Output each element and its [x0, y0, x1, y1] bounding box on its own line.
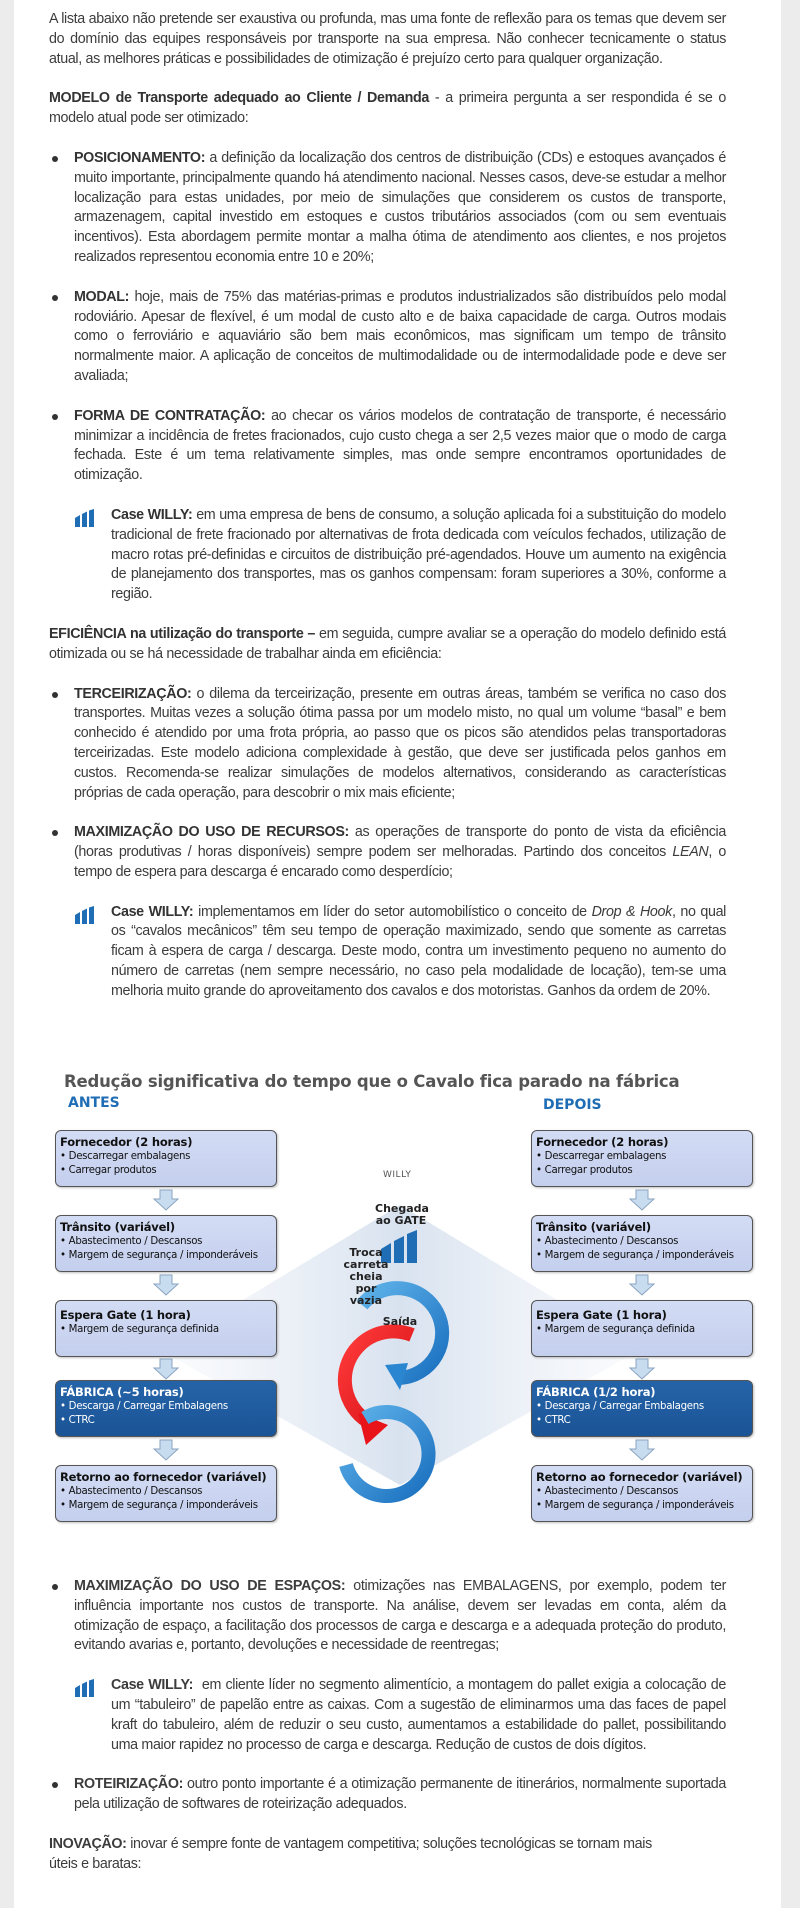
bullet-dot-icon [52, 156, 58, 162]
antes-box-espera-gate: Espera Gate (1 hora) • Margem de segurança definida [55, 1300, 277, 1357]
willy-logo-icon [74, 906, 96, 924]
down-arrow-icon [152, 1358, 180, 1380]
willy-logo-icon [74, 1679, 96, 1697]
willy-logo-icon [74, 509, 96, 527]
cycle-label-saida: Saída [382, 1315, 418, 1328]
down-arrow-icon [628, 1358, 656, 1380]
depois-box-transito: Trânsito (variável) • Abastecimento / Descansos • Margem de segurança / imponderáveis [531, 1215, 753, 1272]
down-arrow-icon [628, 1274, 656, 1296]
bullet-maximizacao-espacos: MAXIMIZAÇÃO DO USO DE ESPAÇOS: otimizações nas EMBALAGENS, por exemplo, podem ter influência importante nos custos de transporte. Na análise, devem ser levadas em conta, além da otimização de espaço, a facilitação dos processos de carga e descarga e a adequada proteção do produto, evitando avarias e, portanto, devoluções e necessidade de reentregas; [49, 1577, 726, 1656]
willy-logo-text: WILLY [383, 1170, 412, 1180]
bullet-maximizacao-recursos: MAXIMIZAÇÃO DO USO DE RECURSOS: as operações de transporte do ponto de vista da eficiência (horas produtivas / horas disponíveis) sempre podem ser melhoradas. Partindo dos conceitos LEAN, o tempo de espera para descarga é encarado como desperdício; [49, 823, 726, 882]
eficiencia-heading: EFICIÊNCIA na utilização do transporte – [49, 625, 316, 642]
cycle-label-chegada: Chegada ao GATE [375, 1202, 429, 1227]
bullet-dot-icon [52, 1782, 58, 1788]
antes-box-retorno: Retorno ao fornecedor (variável) • Abastecimento / Descansos • Margem de segurança / imponderáveis [55, 1465, 277, 1522]
inovacao-heading: INOVAÇÃO: [49, 1835, 127, 1852]
antes-label: ANTES [68, 1095, 120, 1111]
down-arrow-icon [152, 1439, 180, 1461]
eficiencia-paragraph: EFICIÊNCIA na utilização do transporte – em seguida, cumpre avaliar se a operação do modelo definido está otimizada ou se há necessidade de trabalhar ainda em eficiência: [49, 625, 726, 662]
antes-box-fabrica: FÁBRICA (~5 horas) • Descarga / Carregar Embalagens • CTRC [55, 1380, 277, 1437]
bullet-dot-icon [52, 295, 58, 301]
article-body-lower [49, 1577, 730, 1875]
bullet-dot-icon [52, 1584, 58, 1590]
bullet-modal: MODAL: hoje, mais de 75% das matérias-primas e produtos industrializados são distribuídos pelo modal rodoviário. Apesar de flexível, é um modal de custo alto e de baixa capacidade de carga. Outros modais como o ferroviário e aquaviário são bem mais econômicos, mas significam um tempo de trânsito normalmente maior. A aplicação de conceitos de multimodalidade ou de intermodalidade pode e deve ser avaliada; [49, 288, 726, 387]
depois-label: DEPOIS [543, 1097, 602, 1113]
intro-paragraph: A lista abaixo não pretende ser exaustiva ou profunda, mas uma fonte de reflexão para os temas que devem ser do domínio das equipes responsáveis por transporte na sua empresa. Não conhecer tecnicamente o status atual, as melhores práticas e possibilidades de otimização é prejuízo certo para qualquer organização. [49, 11, 726, 67]
depois-box-fabrica: FÁBRICA (1/2 hora) • Descarga / Carregar Embalagens • CTRC [531, 1380, 753, 1437]
inovacao-paragraph: INOVAÇÃO: inovar é sempre fonte de vantagem competitiva; soluções tecnológicas se tornam mais úteis e baratas: [49, 1835, 652, 1872]
depois-box-espera-gate: Espera Gate (1 hora) • Margem de segurança definida [531, 1300, 753, 1357]
bullet-forma-contratacao: FORMA DE CONTRATAÇÃO: ao checar os vários modelos de contratação de transporte, é necessário minimizar a incidência de fretes fracionados, cujo custo chega a ser 2,5 vezes maior que o modo de carga fechada. Este é um tema relativamente simples, mas onde sempre encontramos oportunidades de otimização. [49, 407, 726, 486]
bullet-dot-icon [52, 692, 58, 698]
bullet-dot-icon [52, 414, 58, 420]
modelo-heading: MODELO de Transporte adequado ao Cliente / Demanda [49, 90, 429, 107]
down-arrow-icon [628, 1439, 656, 1461]
antes-box-fornecedor: Fornecedor (2 horas) • Descarregar embalagens • Carregar produtos [55, 1130, 277, 1187]
bullet-terceirizacao: TERCEIRIZAÇÃO: o dilema da terceirização, presente em outras áreas, também se verifica no caso dos transportes. Muitas vezes a solução ótima passa por um modelo misto, no qual um volume “basal” e bem conhecido é atendido por uma frota própria, ao passo que os picos são atendidos pelas transportadoras terceirizadas. Este modelo adiciona complexidade à gestão, que deve ser justificada pelos ganhos em custos. Recomenda-se realizar simulações de modelos alternativos, considerando as características próprias de cada operação, para descobrir o mix mais eficiente; [49, 685, 726, 804]
diagram-title: Redução significativa do tempo que o Cavalo fica parado na fábrica [64, 1072, 680, 1091]
depois-box-retorno: Retorno ao fornecedor (variável) • Abastecimento / Descansos • Margem de segurança / imponderáveis [531, 1465, 753, 1522]
cycle-label-troca: Troca carreta cheia por vazia [343, 1246, 389, 1307]
modelo-paragraph: MODELO de Transporte adequado ao Cliente / Demanda - a primeira pergunta a ser respondida é se o modelo atual pode ser otimizado: [49, 90, 726, 127]
down-arrow-icon [628, 1189, 656, 1211]
bullet-dot-icon [52, 830, 58, 836]
antes-box-transito: Trânsito (variável) • Abastecimento / Descansos • Margem de segurança / imponderáveis [55, 1215, 277, 1272]
down-arrow-icon [152, 1274, 180, 1296]
article-body-upper [49, 10, 726, 1002]
bullet-posicionamento: POSICIONAMENTO: a definição da localização dos centros de distribuição (CDs) e estoques avançados é muito importante, principalmente quando há atendimento nacional. Nesses casos, deve-se estudar a melhor localização para estas unidades, por meio de simulações que considerem os custos de transporte, armazenagem, capital investido em estoques e custos tributários associados (com ou sem eventuais incentivos). Esta abordagem permite montar a malha ótima de atendimento aos clientes, e nos projetos realizados representou economia entre 10 e 20%; [49, 149, 726, 268]
case-willy-automobilistico: Case WILLY: implementamos em líder do setor automobilístico o conceito de Drop & Hook, no qual os “cavalos mecânicos” têm seu tempo de operação maximizado, sendo que somente as carretas ficam à espera de carga / descarga. Deste modo, contra um investimento pequeno no aumento do número de carretas (nem sempre necessário, no caso pela modalidade de locação), tem-se uma melhoria muito grande do aproveitamento dos cavalos e dos motoristas. Ganhos da ordem de 20%. [49, 903, 726, 1002]
case-willy-alimenticio: Case WILLY: em cliente líder no segmento alimentício, a montagem do pallet exigia a colocação de um “tabuleiro” de papelão entre as caixas. Com a sugestão de eliminarmos uma das faces de papel kraft do tabuleiro, além de reduzir o seu custo, aumentamos a estabilidade do pallet, possibilitando uma maior rapidez no processo de carga e descarga. Redução de custos de dois dígitos. [49, 1676, 726, 1755]
drop-and-hook-diagram [40, 1095, 760, 1545]
down-arrow-icon [152, 1189, 180, 1211]
bullet-roteirizacao: ROTEIRIZAÇÃO: outro ponto importante é a otimização permanente de itinerários, normalmente suportada pela utilização de softwares de roteirização adequados. [49, 1775, 726, 1815]
case-willy-consumo: Case WILLY: em uma empresa de bens de consumo, a solução aplicada foi a substituição do modelo tradicional de frete fracionado por alternativas de frota dedicada com veículos fechados, utilização de macro rotas pré-definidas e circuitos de distribuição pré-agendados. Houve um aumento na exigência de planejamento dos transportes, mas os ganhos compensam: foram superiores a 30%, conforme a região. [49, 506, 726, 605]
depois-box-fornecedor: Fornecedor (2 horas) • Descarregar embalagens • Carregar produtos [531, 1130, 753, 1187]
